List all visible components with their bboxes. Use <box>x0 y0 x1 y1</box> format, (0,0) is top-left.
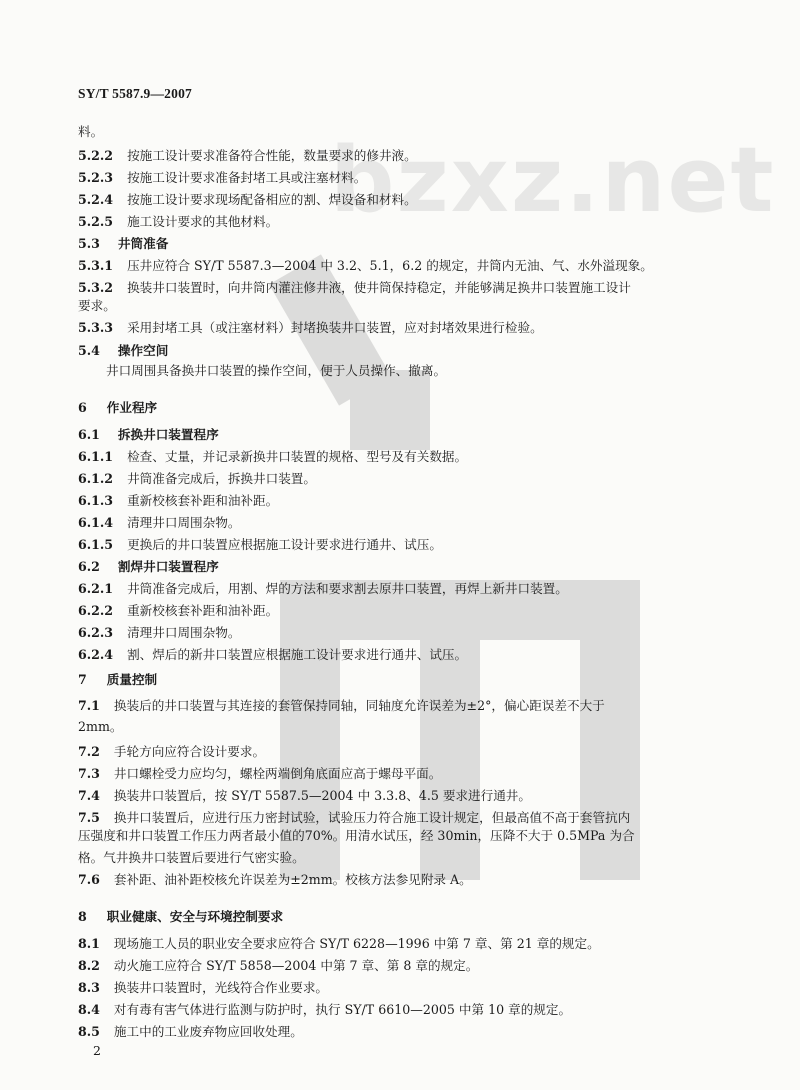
clause-line <box>78 625 728 641</box>
clause-number: 7.4 <box>78 788 100 803</box>
clause-number: 6.1.2 <box>78 471 114 486</box>
clause-line <box>106 363 756 379</box>
clause-text: 拆换井口装置程序 <box>117 427 219 442</box>
clause-text: 按施工设计要求现场配备相应的割、焊设备和材料。 <box>127 192 417 207</box>
clause-number: 8.5 <box>78 1024 100 1039</box>
clause-text: 换井口装置后，应进行压力密封试验，试验压力符合施工设计规定，但最高值不高于套管抗内 <box>113 810 631 825</box>
clause-line <box>78 581 728 597</box>
clause-text: 重新校核套补距和油补距。 <box>127 493 279 508</box>
clause-line <box>78 148 728 164</box>
section-heading <box>78 343 728 359</box>
clause-text: 井口周围具备换井口装置的操作空间，便于人员操作、撤离。 <box>106 363 447 378</box>
clause-line <box>78 170 728 186</box>
clause-text: 井筒准备完成后，拆换井口装置。 <box>127 471 316 486</box>
clause-number: 5.2.2 <box>78 148 114 163</box>
clause-line <box>78 1002 728 1018</box>
page-number: 2 <box>93 1043 101 1058</box>
clause-text: 料。 <box>78 124 104 139</box>
clause-text: 对有毒有害气体进行监测与防护时，执行 SY/T 6610—2005 中第 10 章的规定。 <box>113 1002 572 1017</box>
clause-line <box>78 471 728 487</box>
clause-number: 5.2.4 <box>78 192 114 207</box>
clause-number: 8.4 <box>78 1002 100 1017</box>
clause-number: 5.2.5 <box>78 214 114 229</box>
clause-text: 换装井口装置时，向井筒内灌注修井液，使井筒保持稳定，并能够满足换井口装置施工设计 <box>127 280 631 295</box>
clause-text: 割焊井口装置程序 <box>117 559 219 574</box>
clause-number: 8 <box>78 909 87 924</box>
clause-number: 6.1.5 <box>78 537 114 552</box>
clause-text: 2mm。 <box>78 719 123 734</box>
clause-text: 格。气井换井口装置后要进行气密实验。 <box>78 850 305 865</box>
clause-line <box>78 124 728 140</box>
clause-number: 5.4 <box>78 343 100 358</box>
clause-line <box>78 744 728 760</box>
clause-line <box>78 258 728 274</box>
clause-number: 7.2 <box>78 744 100 759</box>
section-heading <box>78 427 728 443</box>
clause-line <box>78 493 728 509</box>
clause-text: 作业程序 <box>106 400 158 415</box>
clause-text: 施工中的工业废弃物应回收处理。 <box>113 1024 303 1039</box>
clause-line <box>78 298 728 314</box>
clause-line <box>78 936 728 952</box>
clause-line <box>78 214 728 230</box>
clause-line <box>78 280 728 296</box>
clause-number: 6.2 <box>78 559 100 574</box>
standard-code-header: SY/T 5587.9—2007 <box>78 86 192 101</box>
clause-line <box>78 788 728 804</box>
clause-number: 6.2.1 <box>78 581 114 596</box>
clause-line <box>78 766 728 782</box>
clause-number: 6.1.4 <box>78 515 114 530</box>
clause-number: 5.2.3 <box>78 170 114 185</box>
clause-line <box>78 515 728 531</box>
clause-text: 压井应符合 SY/T 5587.3—2004 中 3.2、5.1，6.2 的规定，井筒内无油、气、水外溢现象。 <box>127 258 653 273</box>
clause-line <box>78 537 728 553</box>
clause-line <box>78 603 728 619</box>
clause-line <box>78 719 728 735</box>
clause-text: 换装井口装置后，按 SY/T 5587.5—2004 中 3.3.8、4.5 要求进行通井。 <box>113 788 531 803</box>
clause-line <box>78 980 728 996</box>
section-heading <box>78 559 728 575</box>
clause-text: 职业健康、安全与环境控制要求 <box>106 909 284 924</box>
clause-line <box>78 192 728 208</box>
clause-number: 6 <box>78 400 87 415</box>
chapter-heading <box>78 672 728 688</box>
clause-line <box>78 647 728 663</box>
clause-line <box>78 810 728 826</box>
clause-text: 更换后的井口装置应根据施工设计要求进行通井、试压。 <box>127 537 442 552</box>
clause-number: 8.2 <box>78 958 100 973</box>
clause-text: 套补距、油补距校核允许误差为±2mm。校核方法参见附录 A。 <box>113 872 472 887</box>
clause-text: 手轮方向应符合设计要求。 <box>113 744 266 759</box>
clause-number: 7.3 <box>78 766 100 781</box>
clause-line <box>78 828 728 844</box>
clause-line <box>78 850 728 866</box>
clause-number: 5.3.2 <box>78 280 114 295</box>
chapter-heading <box>78 909 728 925</box>
clause-line <box>78 958 728 974</box>
clause-number: 6.2.3 <box>78 625 114 640</box>
clause-number: 7.6 <box>78 872 100 887</box>
clause-number: 7.5 <box>78 810 100 825</box>
clause-number: 6.2.4 <box>78 647 114 662</box>
clause-line <box>78 872 728 888</box>
clause-line <box>78 1024 728 1040</box>
clause-number: 6.1.3 <box>78 493 114 508</box>
clause-text: 按施工设计要求准备封堵工具或注塞材料。 <box>127 170 367 185</box>
clause-text: 采用封堵工具（或注塞材料）封堵换装井口装置，应对封堵效果进行检验。 <box>127 320 543 335</box>
clause-text: 操作空间 <box>117 343 169 358</box>
clause-text: 施工设计要求的其他材料。 <box>127 214 279 229</box>
clause-line <box>78 698 728 714</box>
chapter-heading <box>78 400 728 416</box>
clause-text: 割、焊后的新井口装置应根据施工设计要求进行通井、试压。 <box>127 647 468 662</box>
clause-line <box>78 320 728 336</box>
clause-text: 质量控制 <box>106 672 158 687</box>
clause-line <box>78 449 728 465</box>
clause-text: 现场施工人员的职业安全要求应符合 SY/T 6228—1996 中第 7 章、第 21 章的规定。 <box>113 936 600 951</box>
clause-text: 井筒准备 <box>117 236 169 251</box>
clause-number: 7 <box>78 672 87 687</box>
clause-number: 6.2.2 <box>78 603 114 618</box>
clause-text: 压强度和井口装置工作压力两者最小值的70%。用清水试压，经 30min，压降不大于 0.5MPa 为合 <box>78 828 635 843</box>
clause-text: 井口螺栓受力应均匀，螺栓两端倒角底面应高于螺母平面。 <box>113 766 442 781</box>
clause-text: 重新校核套补距和油补距。 <box>127 603 279 618</box>
clause-text: 按施工设计要求准备符合性能，数量要求的修井液。 <box>127 148 417 163</box>
clause-text: 动火施工应符合 SY/T 5858—2004 中第 7 章、第 8 章的规定。 <box>113 958 479 973</box>
clause-number: 5.3.1 <box>78 258 114 273</box>
clause-text: 井筒准备完成后，用割、焊的方法和要求割去原井口装置，再焊上新井口装置。 <box>127 581 568 596</box>
clause-number: 8.1 <box>78 936 100 951</box>
watermark-text: bzxz.net <box>330 128 776 233</box>
clause-text: 换装后的井口装置与其连接的套管保持同轴，同轴度允许误差为±2°，偏心距误差不大于 <box>113 698 605 713</box>
clause-number: 6.1.1 <box>78 449 114 464</box>
clause-text: 换装井口装置时，光线符合作业要求。 <box>113 980 329 995</box>
section-heading <box>78 236 728 252</box>
clause-text: 检查、丈量，并记录新换井口装置的规格、型号及有关数据。 <box>127 449 468 464</box>
clause-text: 清理井口周围杂物。 <box>127 515 241 530</box>
clause-number: 5.3.3 <box>78 320 114 335</box>
clause-number: 6.1 <box>78 427 100 442</box>
clause-text: 清理井口周围杂物。 <box>127 625 241 640</box>
clause-number: 7.1 <box>78 698 100 713</box>
clause-number: 8.3 <box>78 980 100 995</box>
clause-number: 5.3 <box>78 236 100 251</box>
clause-text: 要求。 <box>78 298 116 313</box>
